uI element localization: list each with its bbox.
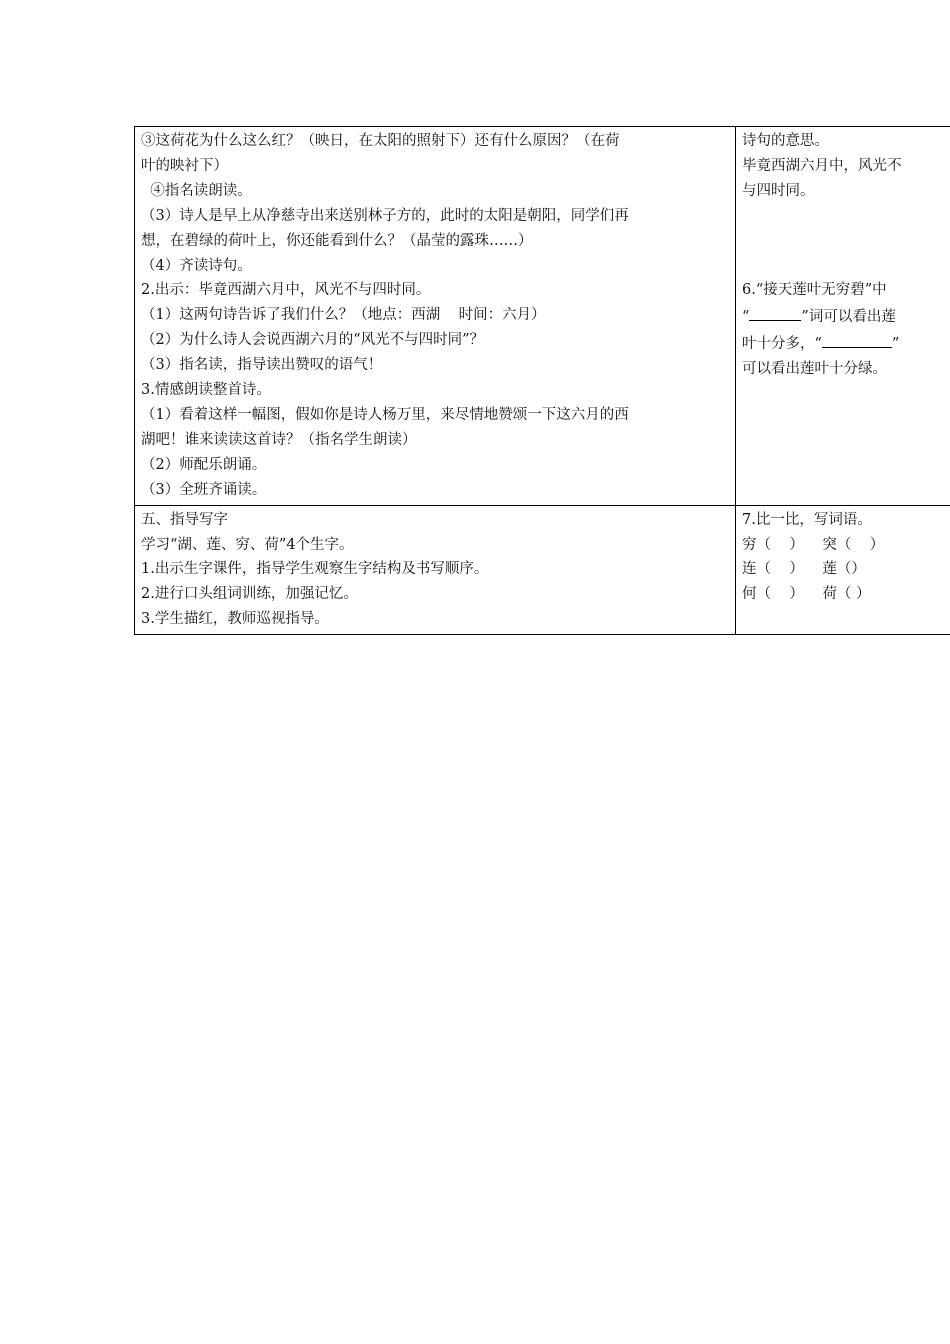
text-line: （1）这两句诗告诉了我们什么？（地点：西湖 时间：六月） — [141, 307, 546, 324]
text-line: 学习“湖、莲、穷、荷”4个生字。 — [141, 536, 354, 553]
text-line: 1.出示生字课件，指导学生观察生字结构及书写顺序。 — [141, 561, 489, 578]
text-line: （2）为什么诗人会说西湖六月的“风光不与四时同”？ — [141, 332, 485, 349]
question-7-title: 7.比一比，写词语。 — [742, 511, 872, 528]
exercise-cell — [736, 127, 950, 506]
text-line: （3）指名读，指导读出赞叹的语气！ — [141, 357, 383, 374]
lesson-plan-table — [134, 126, 950, 635]
text-line: 诗句的意思。 — [742, 133, 829, 149]
teaching-process-cell — [135, 505, 736, 635]
text-fragment: 叶十分多，“ — [742, 336, 822, 353]
table-row — [135, 505, 950, 635]
text-line: （3）全班齐诵读。 — [141, 481, 267, 498]
teaching-process-cell — [135, 127, 736, 506]
text-line: 与四时同。 — [742, 182, 815, 199]
exercise-cell — [736, 505, 950, 635]
text-line: （4）齐读诗句。 — [141, 257, 252, 274]
section-heading: 五、指导写字 — [141, 511, 228, 528]
text-fragment: “ — [742, 309, 750, 326]
question-6-line: 可以看出莲叶十分绿。 — [742, 361, 887, 378]
text-line: 想，在碧绿的荷叶上，你还能看到什么？（晶莹的露珠……） — [141, 232, 533, 249]
text-line: ③这荷花为什么这么红？（映日，在太阳的照射下）还有什么原因？（在荷 — [141, 133, 620, 149]
text-line: （2）师配乐朗诵。 — [141, 456, 267, 473]
text-line: 3.学生描红，教师巡视指导。 — [141, 611, 329, 628]
text-line: 毕竟西湖六月中，风光不 — [742, 157, 902, 174]
table-row — [135, 127, 950, 506]
text-line: 叶的映衬下） — [141, 157, 228, 174]
fill-blank[interactable] — [749, 303, 801, 321]
question-6-line — [742, 330, 949, 357]
text-line: 2.出示：毕竟西湖六月中，风光不与四时同。 — [141, 282, 431, 299]
question-6-line — [742, 303, 949, 330]
spacer — [742, 229, 949, 254]
text-fragment: ” — [891, 336, 900, 353]
word-compare-line: 何（ ） 荷（ ） — [742, 586, 871, 603]
word-compare-line: 穷（ ） 突（ ） — [742, 536, 885, 553]
fill-blank[interactable] — [822, 330, 892, 348]
text-fragment: ”词可以看出莲 — [801, 309, 896, 326]
question-6-line: 6.“接天莲叶无穷碧”中 — [742, 282, 887, 299]
spacer — [742, 254, 949, 279]
text-line: （3）诗人是早上从净慈寺出来送别林子方的，此时的太阳是朝阳，同学们再 — [141, 207, 629, 224]
text-line: 2.进行口头组词训练，加强记忆。 — [141, 586, 358, 603]
text-line: ④指名读朗读。 — [141, 182, 252, 199]
text-line: 3.情感朗读整首诗。 — [141, 382, 271, 399]
text-line: 湖吧！谁来读读这首诗？（指名学生朗读） — [141, 431, 417, 448]
word-compare-line: 连（ ） 莲（） — [742, 561, 866, 578]
spacer — [742, 204, 949, 229]
text-line: （1）看着这样一幅图，假如你是诗人杨万里，来尽情地赞颂一下这六月的西 — [141, 406, 629, 423]
